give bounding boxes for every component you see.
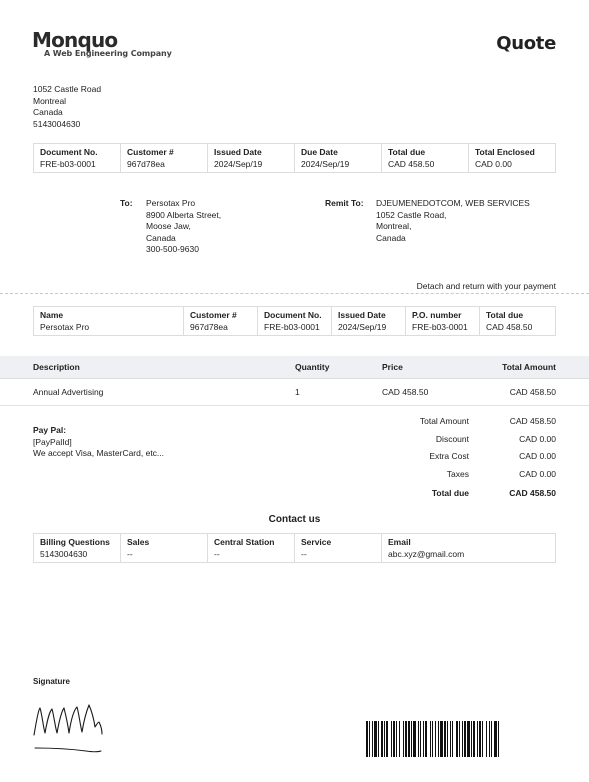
items-table-header	[0, 356, 589, 379]
contact-value: --	[214, 548, 220, 559]
stub-label: Name	[40, 310, 64, 320]
stub-value: FRE-b03-0001	[264, 321, 320, 332]
summary-cell	[34, 144, 121, 172]
barcode	[366, 721, 556, 757]
address-phone: 5143004630	[33, 118, 81, 129]
logo-name: Monquo	[32, 28, 118, 52]
barcode-bar	[444, 721, 446, 757]
to-line: 8900 Alberta Street,	[146, 209, 222, 220]
barcode-bar	[447, 721, 448, 757]
summary-value: 2024/Sep/19	[214, 158, 263, 169]
totals-row	[336, 434, 556, 452]
barcode-bar	[477, 721, 478, 757]
summary-label: Issued Date	[214, 147, 262, 157]
barcode-bar	[456, 721, 458, 757]
to-line: Canada	[146, 232, 176, 243]
total-due-label: Total due	[431, 488, 469, 499]
stub-label: Customer #	[190, 310, 237, 320]
to-address	[146, 198, 221, 256]
stub-cell	[406, 307, 480, 335]
summary-value: CAD 0.00	[475, 158, 512, 169]
to-line: 300-500-9630	[146, 244, 199, 255]
totals-row	[336, 416, 556, 434]
remit-to-label: Remit To:	[325, 198, 364, 208]
company-logo	[32, 28, 172, 58]
detach-note: Detach and return with your payment	[416, 281, 556, 291]
contact-value: 5143004630	[40, 548, 88, 559]
barcode-bar	[432, 721, 433, 757]
totals-block	[336, 416, 556, 506]
contact-label: Central Station	[214, 537, 275, 547]
barcode-bar	[452, 721, 453, 757]
contact-cell	[382, 534, 555, 562]
contact-label: Sales	[127, 537, 150, 547]
barcode-bar	[399, 721, 400, 757]
stub-cell	[34, 307, 184, 335]
barcode-bar	[413, 721, 416, 757]
barcode-bar	[479, 721, 481, 757]
item-total: CAD 458.50	[509, 387, 556, 397]
barcode-bar	[491, 721, 492, 757]
remit-to-address	[376, 198, 530, 244]
barcode-bar	[423, 721, 424, 757]
barcode-bar	[384, 721, 385, 757]
barcode-bar	[374, 721, 377, 757]
stub-cell	[184, 307, 258, 335]
payment-id: [PayPalId]	[33, 436, 72, 447]
barcode-bar	[486, 721, 487, 757]
totals-value: CAD 0.00	[519, 451, 556, 462]
remit-line: Canada	[376, 232, 406, 243]
summary-value: 967d78ea	[127, 158, 165, 169]
to-line: Moose Jaw,	[146, 221, 191, 232]
totals-label: Total Amount	[419, 416, 469, 426]
address-line: Canada	[33, 107, 63, 118]
to-line: Persotax Pro	[146, 198, 196, 208]
contact-cell	[121, 534, 208, 562]
totals-row	[336, 469, 556, 487]
summary-cell	[295, 144, 382, 172]
payment-title: Pay Pal:	[33, 425, 67, 435]
remit-line: 1052 Castle Road,	[376, 209, 447, 220]
column-header-total: Total Amount	[502, 362, 556, 372]
signature-label: Signature	[33, 677, 70, 686]
barcode-bar	[381, 721, 383, 757]
barcode-bar	[425, 721, 427, 757]
barcode-bar	[366, 721, 368, 757]
remit-line: DJEUMENEDOTCOM, WEB SERVICES	[376, 198, 530, 208]
totals-value: CAD 0.00	[519, 468, 556, 479]
totals-value: CAD 0.00	[519, 433, 556, 444]
item-description: Annual Advertising	[33, 387, 104, 397]
barcode-bar	[440, 721, 443, 757]
barcode-bar	[378, 721, 379, 757]
column-header-price: Price	[382, 362, 403, 372]
contact-title: Contact us	[268, 514, 321, 525]
stub-value: CAD 458.50	[486, 321, 533, 332]
summary-cell	[382, 144, 469, 172]
address-line: Montreal	[33, 95, 67, 106]
contact-label: Service	[301, 537, 332, 547]
stub-label: Document No.	[264, 310, 322, 320]
payment-stub-grid	[33, 306, 556, 336]
barcode-bar	[459, 721, 460, 757]
contact-value: --	[127, 548, 133, 559]
contact-cell	[34, 534, 121, 562]
summary-cell	[121, 144, 208, 172]
stub-label: Issued Date	[338, 310, 386, 320]
barcode-bar	[405, 721, 407, 757]
stub-label: Total due	[486, 310, 524, 320]
contact-label: Billing Questions	[40, 537, 110, 547]
summary-value: FRE-b03-0001	[40, 158, 96, 169]
barcode-bar	[462, 721, 463, 757]
summary-label: Due Date	[301, 147, 338, 157]
contact-grid	[33, 533, 556, 563]
total-due-value: CAD 458.50	[509, 488, 556, 499]
summary-label: Total due	[388, 147, 426, 157]
logo-tagline: A Web Engineering Company	[44, 49, 172, 58]
barcode-bar	[467, 721, 470, 757]
payment-note: We accept Visa, MasterCard, etc...	[33, 448, 165, 459]
summary-grid	[33, 143, 556, 173]
barcode-bar	[430, 721, 431, 757]
stub-value: Persotax Pro	[40, 321, 90, 332]
totals-row	[336, 451, 556, 469]
barcode-bar	[498, 721, 499, 757]
summary-label: Document No.	[40, 147, 98, 157]
stub-value: 2024/Sep/19	[338, 321, 387, 332]
barcode-bar	[473, 721, 475, 757]
summary-cell	[208, 144, 295, 172]
document-type-title: Quote	[496, 33, 556, 54]
barcode-bar	[403, 721, 404, 757]
barcode-bar	[396, 721, 397, 757]
summary-label: Customer #	[127, 147, 174, 157]
stub-label: P.O. number	[412, 310, 462, 320]
item-price: CAD 458.50	[382, 387, 429, 397]
contact-cell	[208, 534, 295, 562]
address-line: 1052 Castle Road	[33, 84, 102, 94]
barcode-bar	[408, 721, 410, 757]
company-address	[33, 84, 101, 130]
stub-cell	[258, 307, 332, 335]
barcode-bar	[489, 721, 490, 757]
summary-cell	[469, 144, 555, 172]
barcode-bar	[471, 721, 472, 757]
barcode-bar	[391, 721, 392, 757]
barcode-bar	[435, 721, 436, 757]
remit-line: Montreal,	[376, 221, 412, 232]
barcode-bar	[464, 721, 466, 757]
totals-label: Taxes	[446, 468, 469, 479]
contact-value: abc.xyz@gmail.com	[388, 548, 465, 559]
barcode-bar	[372, 721, 373, 757]
barcode-bar	[482, 721, 483, 757]
barcode-bar	[386, 721, 388, 757]
signature-drawing	[31, 700, 111, 758]
barcode-bar	[393, 721, 395, 757]
to-label: To:	[120, 198, 133, 208]
contact-cell	[295, 534, 382, 562]
contact-label: Email	[388, 537, 411, 547]
barcode-bar	[411, 721, 412, 757]
barcode-bar	[438, 721, 439, 757]
stub-cell	[332, 307, 406, 335]
stub-value: 967d78ea	[190, 321, 228, 332]
summary-label: Total Enclosed	[475, 147, 535, 157]
barcode-bar	[494, 721, 497, 757]
contact-value: --	[301, 548, 307, 559]
detach-divider	[0, 293, 589, 294]
column-header-description: Description	[33, 362, 80, 372]
barcode-bar	[450, 721, 451, 757]
totals-label: Discount	[435, 433, 469, 444]
summary-value: CAD 458.50	[388, 158, 435, 169]
totals-label: Extra Cost	[429, 451, 469, 462]
barcode-bar	[418, 721, 419, 757]
table-row	[0, 380, 589, 406]
summary-value: 2024/Sep/19	[301, 158, 350, 169]
total-due-row	[336, 488, 556, 506]
stub-cell	[480, 307, 555, 335]
payment-method	[33, 425, 164, 460]
column-header-quantity: Quantity	[295, 362, 330, 372]
barcode-bar	[369, 721, 370, 757]
totals-value: CAD 458.50	[509, 416, 556, 426]
barcode-bar	[420, 721, 421, 757]
item-quantity: 1	[295, 387, 300, 397]
stub-value: FRE-b03-0001	[412, 321, 468, 332]
